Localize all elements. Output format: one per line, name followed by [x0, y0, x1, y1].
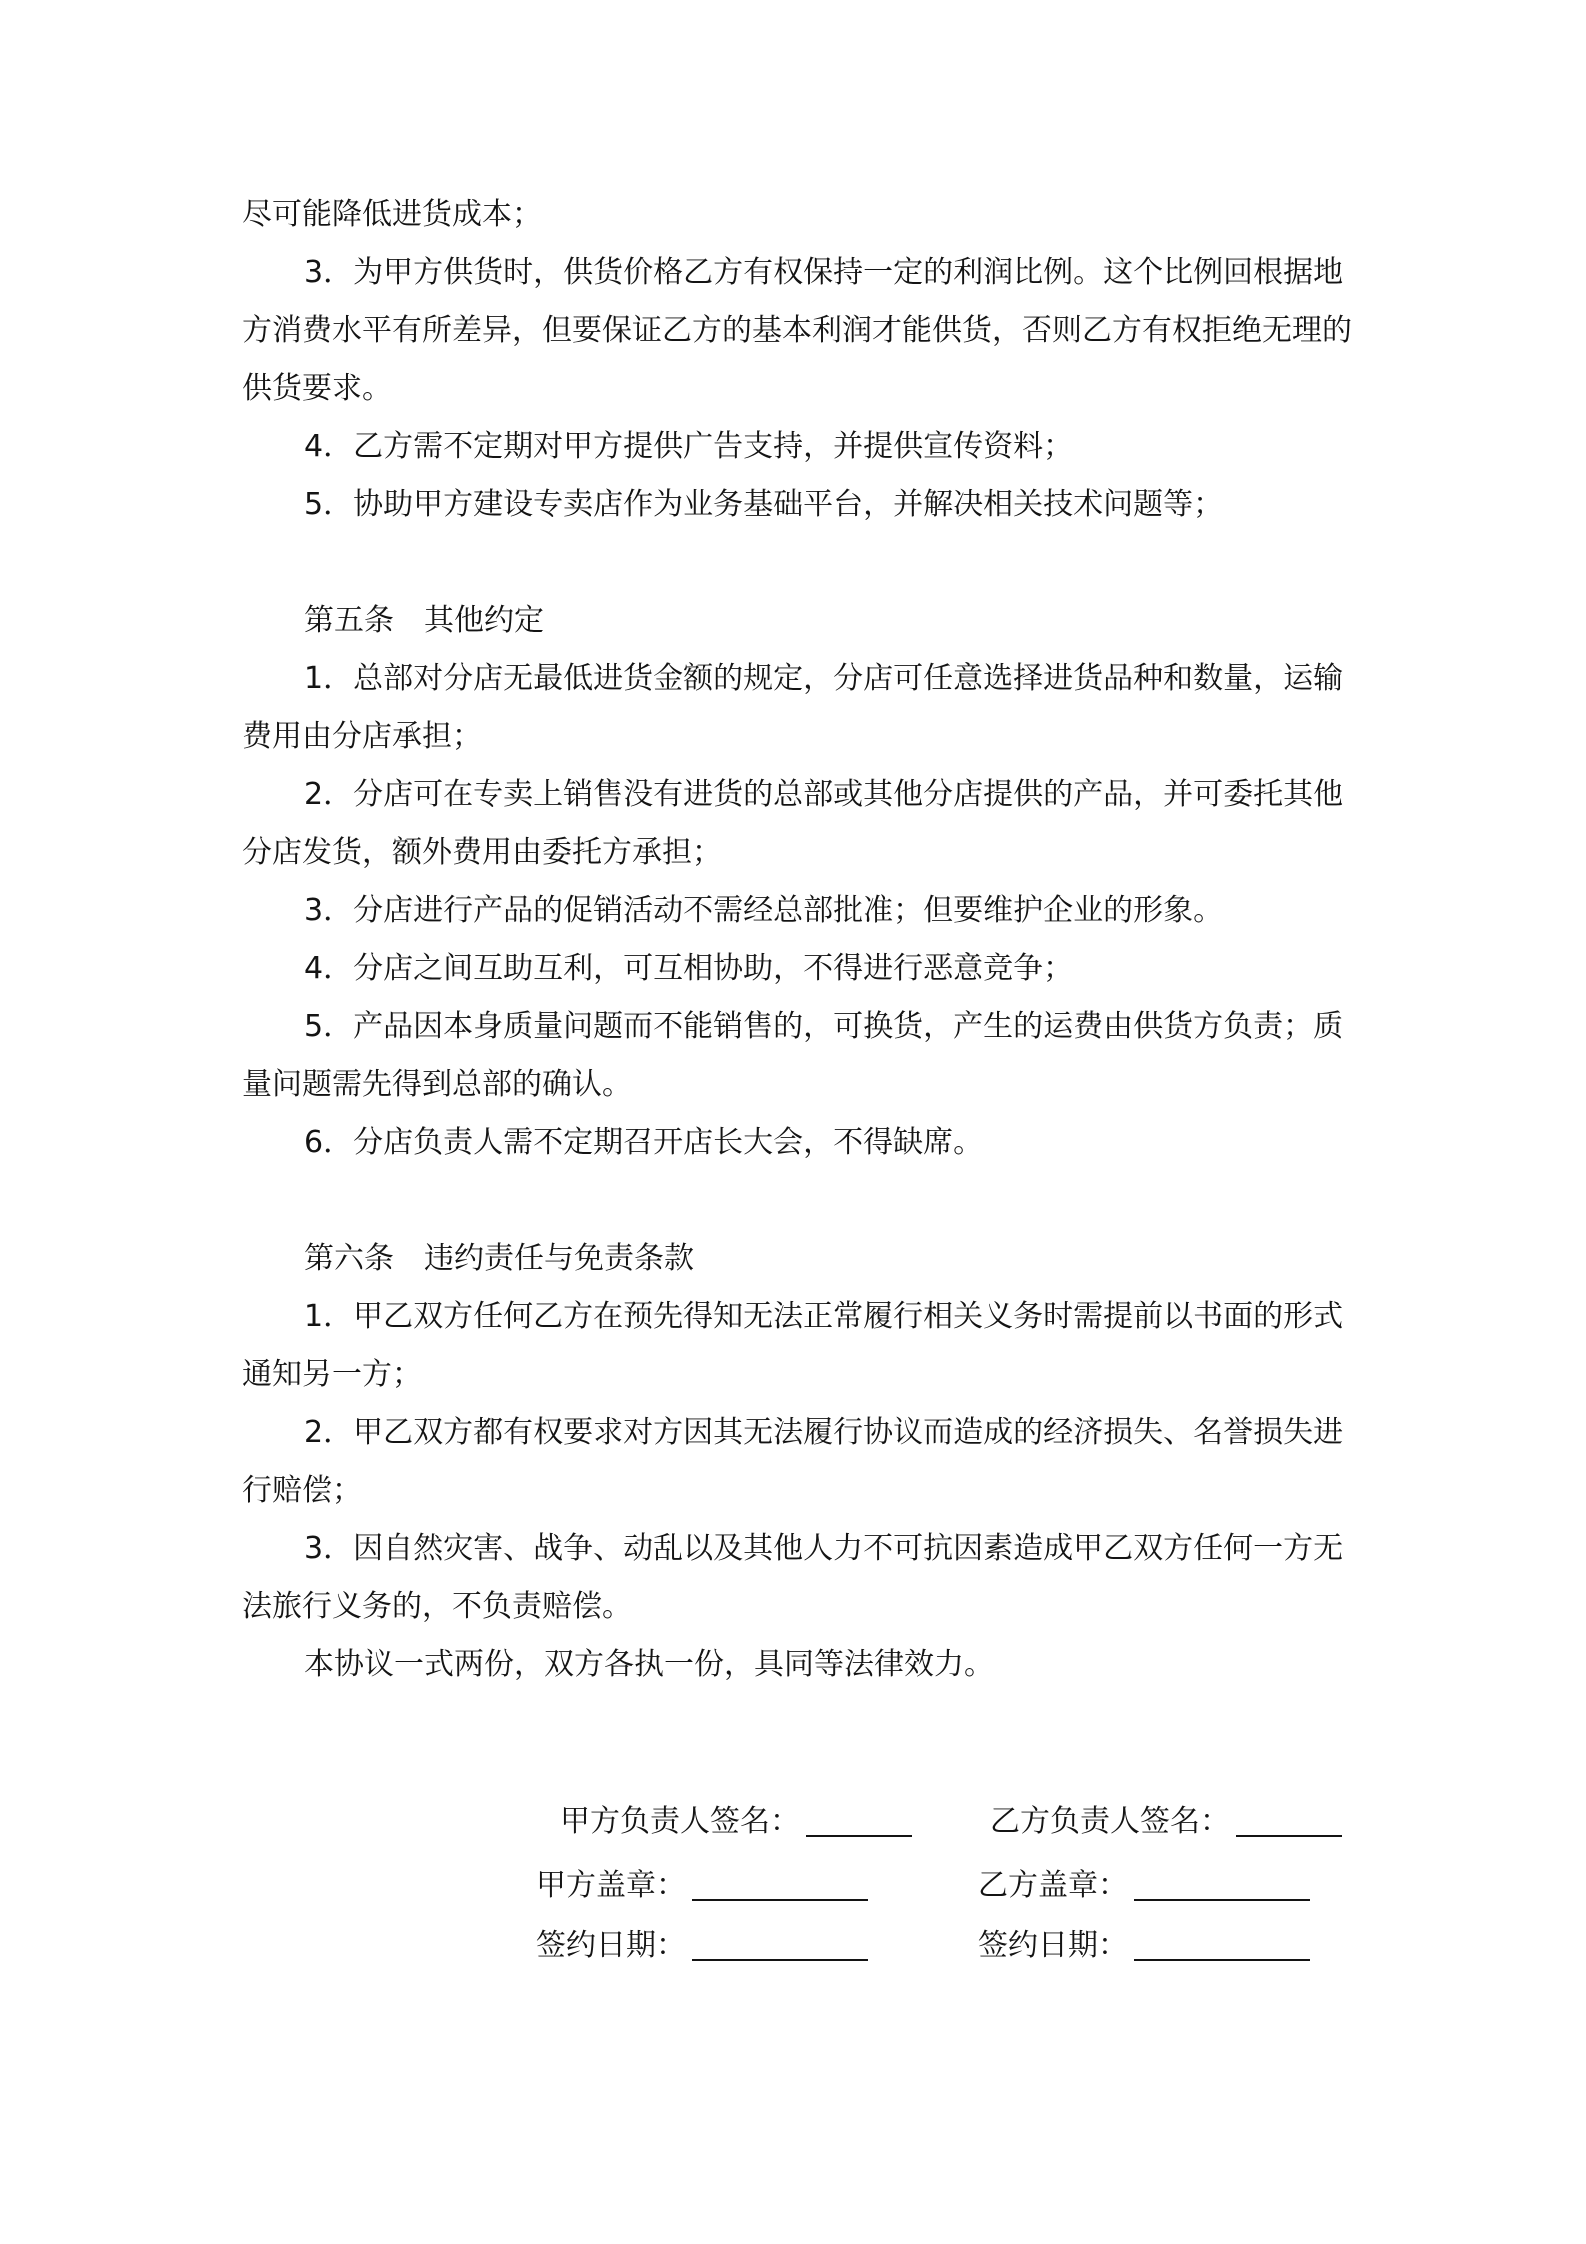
party-a-seal-label: 甲方盖章： [536, 1868, 686, 1903]
paragraph-continuation: 尽可能降低进货成本； [242, 197, 542, 232]
party-b-signer-blank[interactable] [1236, 1805, 1342, 1837]
clause-5-3: 3．分店进行产品的促销活动不需经总部批准；但要维护企业的形象。 [304, 893, 1224, 928]
article-5-title: 第五条 其他约定 [304, 603, 544, 638]
party-b-signer-label: 乙方负责人签名： [990, 1804, 1230, 1839]
clause-5-1: 1．总部对分店无最低进货金额的规定，分店可任意选择进货品种和数量，运输费用由分店承担； [242, 661, 1344, 754]
party-b-seal-line [978, 1866, 1310, 1906]
document-body [242, 186, 1352, 1694]
clause-5-5: 5．产品因本身质量问题而不能销售的，可换货，产生的运费由供货方负责；质量问题需先得到总部的确认。 [242, 1009, 1344, 1102]
party-b-seal-label: 乙方盖章： [978, 1868, 1128, 1903]
party-b-seal-blank[interactable] [1134, 1869, 1310, 1901]
party-a-signer-blank[interactable] [806, 1805, 912, 1837]
party-a-date-blank[interactable] [692, 1929, 868, 1961]
party-b-signer-line [990, 1802, 1342, 1842]
clause-4-4: 4．乙方需不定期对甲方提供广告支持，并提供宣传资料； [304, 429, 1074, 464]
clause-6-1: 1．甲乙双方任何乙方在预先得知无法正常履行相关义务时需提前以书面的形式通知另一方； [242, 1299, 1344, 1392]
party-b-date-blank[interactable] [1134, 1929, 1310, 1961]
clause-4-3: 3．为甲方供货时，供货价格乙方有权保持一定的利润比例。这个比例回根据地方消费水平有所差异，但要保证乙方的基本利润才能供货，否则乙方有权拒绝无理的供货要求。 [242, 255, 1352, 406]
clause-6-2: 2．甲乙双方都有权要求对方因其无法履行协议而造成的经济损失、名誉损失进行赔偿； [242, 1415, 1344, 1508]
closing-statement: 本协议一式两份，双方各执一份，具同等法律效力。 [304, 1647, 994, 1682]
party-a-date-line [536, 1926, 868, 1966]
clause-5-4: 4．分店之间互助互利，可互相协助，不得进行恶意竞争； [304, 951, 1074, 986]
section-gap [242, 534, 1352, 592]
party-a-signer-label: 甲方负责人签名： [560, 1804, 800, 1839]
party-b-date-line [978, 1926, 1310, 1966]
party-b-date-label: 签约日期： [978, 1928, 1128, 1963]
party-a-seal-blank[interactable] [692, 1869, 868, 1901]
party-a-signer-line [560, 1802, 912, 1842]
clause-6-3: 3．因自然灾害、战争、动乱以及其他人力不可抗因素造成甲乙双方任何一方无法旅行义务的，不负责赔偿。 [242, 1531, 1344, 1624]
section-gap [242, 1172, 1352, 1230]
party-a-seal-line [536, 1866, 868, 1906]
clause-5-6: 6．分店负责人需不定期召开店长大会，不得缺席。 [304, 1125, 984, 1160]
party-a-date-label: 签约日期： [536, 1928, 686, 1963]
clause-4-5: 5．协助甲方建设专卖店作为业务基础平台，并解决相关技术问题等； [304, 487, 1224, 522]
clause-5-2: 2．分店可在专卖上销售没有进货的总部或其他分店提供的产品，并可委托其他分店发货，额外费用由委托方承担； [242, 777, 1344, 870]
article-6-title: 第六条 违约责任与免责条款 [304, 1241, 694, 1276]
